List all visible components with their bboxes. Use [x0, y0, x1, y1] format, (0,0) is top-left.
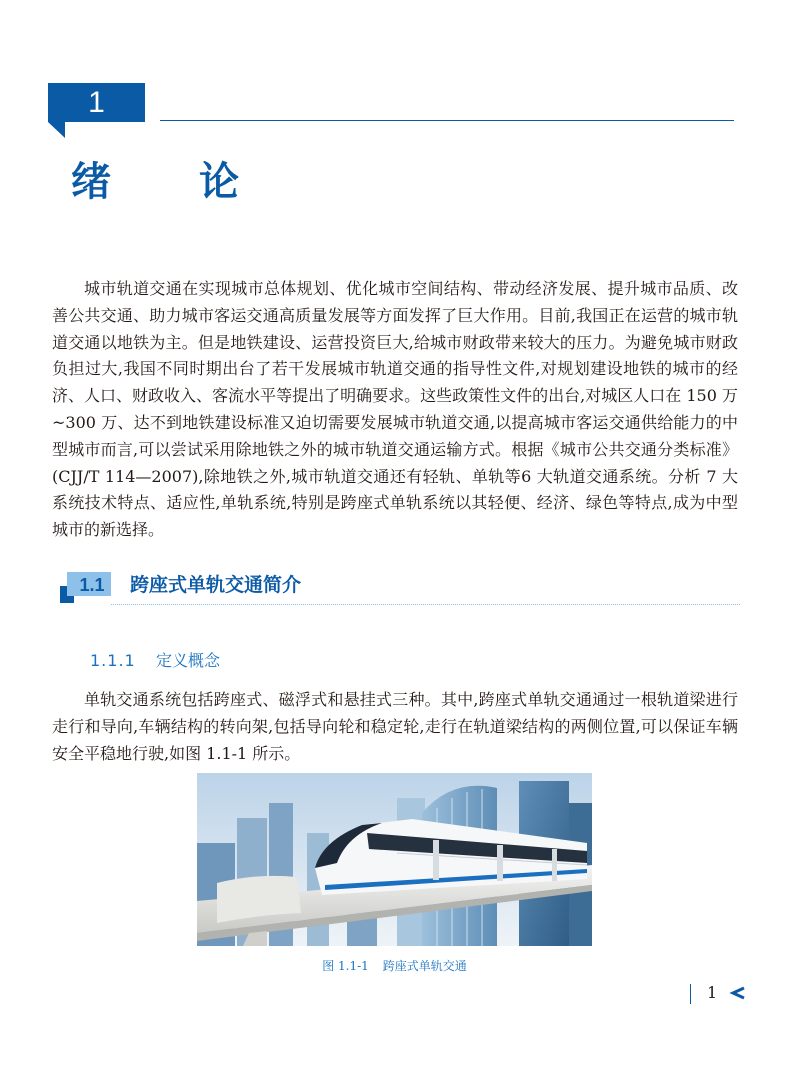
subsection-heading [90, 650, 220, 672]
page-number: 1 [707, 983, 718, 1002]
chevron-left-icon [728, 986, 746, 1000]
section-title: 跨座式单轨交通简介 [130, 574, 302, 596]
section-dotted-rule [111, 604, 740, 605]
chapter-number-tab: 1 [48, 83, 145, 122]
chapter-title: 绪论 [71, 159, 327, 205]
section-number: 1.1 [79, 575, 105, 595]
definition-paragraph: 单轨交通系统包括跨座式、磁浮式和悬挂式三种。其中,跨座式单轨交通通过一根轨道梁进行走行和导向,车辆结构的转向架,包括导向轮和稳定轮,走行在轨道梁结构的两侧位置,可以保证车辆安全平稳地行驶,如图 1.1-1 所示。 [52, 690, 738, 763]
figure-caption [197, 957, 592, 974]
subsection-title: 定义概念 [156, 651, 221, 670]
monorail-illustration [197, 773, 592, 946]
subsection-number: 1.1.1 [90, 651, 136, 670]
chapter-tab-fold [48, 122, 65, 138]
folio-divider [690, 984, 691, 1004]
monorail-figure [197, 773, 592, 946]
chapter-header-rule [160, 120, 734, 121]
figure-label: 图 1.1-1 [322, 959, 369, 973]
figure-caption-text: 跨座式单轨交通 [382, 959, 467, 973]
intro-paragraph: 城市轨道交通在实现城市总体规划、优化城市空间结构、带动经济发展、提升城市品质、改善公共交通、助力城市客运交通高质量发展等方面发挥了巨大作用。目前,我国正在运营的城市轨道交通以地铁为主。但是地铁建设、运营投资巨大,给城市财政带来较大的压力。为避免城市财政负担过大,我国不同时期出台了若干发展城市轨道交通的指导性文件,对规划建设地铁的城市的经济、人口、财政收入、客流水平等提出了明确要求。这些政策性文件的出台,对城区人口在 150 万 ~300 万、达不到地铁建设标准又迫切需要发展城市轨道交通,以提高城市客运交通供给能力的中型城市而言,可以尝试采用除地铁之外的城市轨道交通运输方式。根据《城市公共交通分类标准》(CJJ/T 114—2007),除地铁之外,城市轨道交通还有轻轨、单轨等6 大轨道交通系统。分析 7 大系统技术特点、适应性,单轨系统,特别是跨座式单轨系统以其轻便、经济、绿色等特点,成为中型城市的新选择。 [52, 279, 738, 540]
